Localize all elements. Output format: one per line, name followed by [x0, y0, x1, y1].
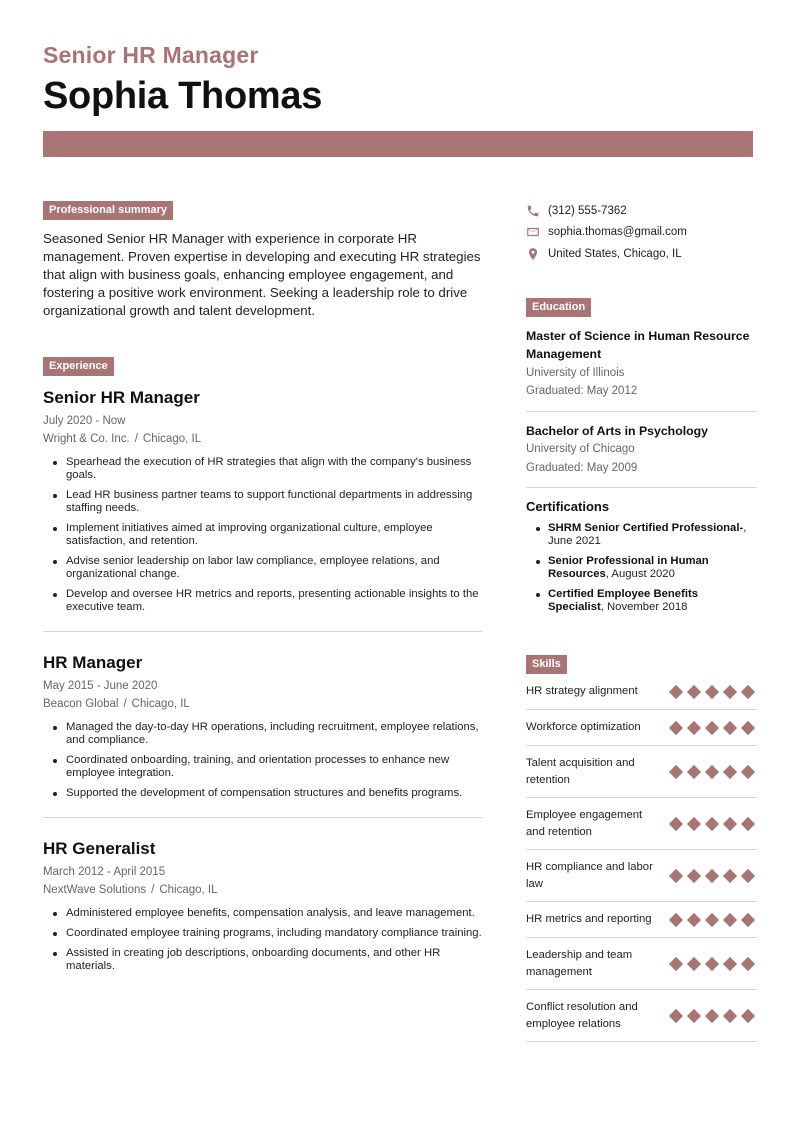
rating-diamond-icon [669, 868, 683, 882]
rating-diamond-icon [705, 956, 719, 970]
job-entry [43, 653, 483, 818]
header-accent-bar [43, 131, 753, 157]
skills-heading: Skills [526, 655, 567, 674]
rating-diamond-icon [669, 1008, 683, 1022]
experience-heading: Experience [43, 357, 114, 376]
job-bullet: Coordinated employee training programs, including mandatory compliance training. [51, 927, 483, 940]
rating-diamond-icon [669, 816, 683, 830]
rating-diamond-icon [741, 868, 755, 882]
divider [43, 631, 483, 632]
rating-diamond-icon [705, 816, 719, 830]
certification-item [534, 588, 757, 614]
rating-diamond-icon [687, 816, 701, 830]
skill-name: Talent acquisition and retention [526, 757, 635, 786]
education-degree: Master of Science in Human Resource Management [526, 328, 750, 361]
job-bullet: Spearhead the execution of HR strategies that align with the company's business goals. [51, 456, 483, 482]
rating-diamond-icon [741, 912, 755, 926]
job-company: NextWave Solutions [43, 884, 147, 896]
sidebar-column [526, 200, 757, 1042]
certification-date: , November 2018 [600, 601, 688, 613]
skill-rating [667, 915, 757, 925]
job-bullets [43, 456, 483, 614]
job-company-line: Wright & Co. Inc. / Chicago, IL [43, 433, 202, 445]
skill-row [526, 674, 757, 710]
job-bullets [43, 907, 483, 973]
skill-row [526, 798, 757, 850]
header-name: Sophia Thomas [43, 75, 323, 117]
header-job-title: Senior HR Manager [43, 42, 259, 68]
job-bullet: Implement initiatives aimed at improving organizational culture, employee satisfaction, and retention. [51, 522, 483, 548]
skill-name: HR compliance and labor law [526, 861, 653, 890]
rating-diamond-icon [669, 720, 683, 734]
rating-diamond-icon [669, 956, 683, 970]
skill-rating [667, 959, 757, 969]
rating-diamond-icon [687, 868, 701, 882]
skill-row [526, 990, 757, 1042]
job-bullet: Administered employee benefits, compensation analysis, and leave management. [51, 907, 483, 920]
job-role: Senior HR Manager [43, 388, 200, 407]
job-company-line: NextWave Solutions / Chicago, IL [43, 884, 218, 896]
phone-icon [526, 204, 540, 218]
contact-location [526, 243, 757, 265]
rating-diamond-icon [723, 868, 737, 882]
rating-diamond-icon [741, 1008, 755, 1022]
rating-diamond-icon [705, 764, 719, 778]
rating-diamond-icon [741, 764, 755, 778]
rating-diamond-icon [705, 868, 719, 882]
job-entry [43, 388, 483, 632]
certification-item [534, 555, 757, 581]
skills-list [526, 674, 757, 1042]
rating-diamond-icon [669, 912, 683, 926]
rating-diamond-icon [723, 684, 737, 698]
job-bullet: Assisted in creating job descriptions, onboarding documents, and other HR materials. [51, 947, 483, 973]
rating-diamond-icon [741, 684, 755, 698]
job-dates: March 2012 - April 2015 [43, 866, 166, 878]
rating-diamond-icon [687, 684, 701, 698]
education-entry [526, 317, 757, 412]
rating-diamond-icon [687, 912, 701, 926]
rating-diamond-icon [723, 956, 737, 970]
rating-diamond-icon [705, 912, 719, 926]
main-column [43, 200, 483, 980]
job-company: Wright & Co. Inc. [43, 433, 130, 445]
skill-row [526, 850, 757, 902]
skill-rating [667, 819, 757, 829]
education-school: University of Illinois [526, 366, 625, 379]
certification-name: Senior Professional in Human Resources [548, 555, 709, 580]
skill-name: HR strategy alignment [526, 685, 638, 698]
rating-diamond-icon [723, 912, 737, 926]
rating-diamond-icon [741, 720, 755, 734]
skill-rating [667, 723, 757, 733]
certifications-heading: Certifications [526, 499, 610, 514]
rating-diamond-icon [741, 816, 755, 830]
rating-diamond-icon [669, 764, 683, 778]
job-bullet: Develop and oversee HR metrics and reports, presenting actionable insights to the executive team. [51, 588, 483, 614]
certification-date: , June 2021 [548, 522, 747, 547]
certification-date: , August 2020 [605, 568, 675, 580]
rating-diamond-icon [723, 1008, 737, 1022]
location-text: United States, Chicago, IL [548, 247, 682, 260]
job-dates: July 2020 - Now [43, 415, 126, 427]
rating-diamond-icon [687, 720, 701, 734]
job-location: Chicago, IL [159, 884, 218, 896]
certifications-list [526, 522, 757, 614]
education-entry [526, 412, 757, 489]
job-entry [43, 839, 483, 973]
rating-diamond-icon [723, 720, 737, 734]
skill-row [526, 746, 757, 798]
job-bullet: Supported the development of compensation structures and benefits programs. [51, 787, 483, 800]
contact-email [526, 222, 757, 244]
location-pin-icon [526, 247, 540, 261]
rating-diamond-icon [705, 1008, 719, 1022]
rating-diamond-icon [705, 684, 719, 698]
rating-diamond-icon [669, 684, 683, 698]
certification-name: SHRM Senior Certified Professional- [548, 522, 744, 534]
certification-item [534, 522, 757, 548]
skill-name: Workforce optimization [526, 721, 641, 734]
envelope-icon [526, 225, 540, 239]
skill-name: Employee engagement and retention [526, 809, 643, 838]
job-location: Chicago, IL [131, 698, 190, 710]
resume-header [43, 42, 753, 118]
skill-name: HR metrics and reporting [526, 913, 652, 926]
education-heading: Education [526, 298, 591, 317]
rating-diamond-icon [741, 956, 755, 970]
skill-rating [667, 871, 757, 881]
skill-name: Conflict resolution and employee relations [526, 1001, 638, 1030]
job-bullet: Lead HR business partner teams to support functional departments in addressing staffing needs. [51, 489, 483, 515]
skill-rating [667, 687, 757, 697]
divider [43, 817, 483, 818]
job-bullet: Coordinated onboarding, training, and orientation processes to enhance new employee integration. [51, 754, 483, 780]
job-role: HR Manager [43, 653, 143, 672]
skill-rating [667, 1011, 757, 1021]
phone-text: (312) 555-7362 [548, 204, 627, 217]
certification-name: Certified Employee Benefits Specialist [548, 588, 699, 613]
job-company-line: Beacon Global / Chicago, IL [43, 698, 190, 710]
education-degree: Bachelor of Arts in Psychology [526, 423, 708, 438]
education-graduated: Graduated: May 2012 [526, 385, 638, 397]
email-text: sophia.thomas@gmail.com [548, 226, 687, 239]
rating-diamond-icon [687, 1008, 701, 1022]
job-role: HR Generalist [43, 839, 156, 858]
rating-diamond-icon [705, 720, 719, 734]
education-graduated: Graduated: May 2009 [526, 461, 638, 474]
skill-name: Leadership and team management [526, 949, 633, 978]
skill-rating [667, 767, 757, 777]
skill-row [526, 938, 757, 990]
rating-diamond-icon [723, 764, 737, 778]
job-company: Beacon Global [43, 698, 119, 710]
rating-diamond-icon [687, 956, 701, 970]
skill-row [526, 902, 757, 938]
summary-text: Seasoned Senior HR Manager with experience in corporate HR management. Proven expertise in developing and executing HR strategies that align with business goals, enhancing employee engagement, and fostering a positive work environment. Seeking a leadership role to drive organizational growth and talent development. [43, 231, 481, 318]
contact-phone [526, 200, 757, 222]
job-bullet: Advise senior leadership on labor law compliance, employee relations, and organizational change. [51, 555, 483, 581]
summary-heading: Professional summary [43, 201, 173, 220]
rating-diamond-icon [723, 816, 737, 830]
job-bullets [43, 721, 483, 800]
job-dates: May 2015 - June 2020 [43, 680, 158, 692]
education-school: University of Chicago [526, 443, 635, 455]
job-location: Chicago, IL [142, 433, 202, 445]
rating-diamond-icon [687, 764, 701, 778]
job-bullet: Managed the day-to-day HR operations, including recruitment, employee relations, and compliance. [51, 721, 483, 747]
skill-row [526, 710, 757, 746]
